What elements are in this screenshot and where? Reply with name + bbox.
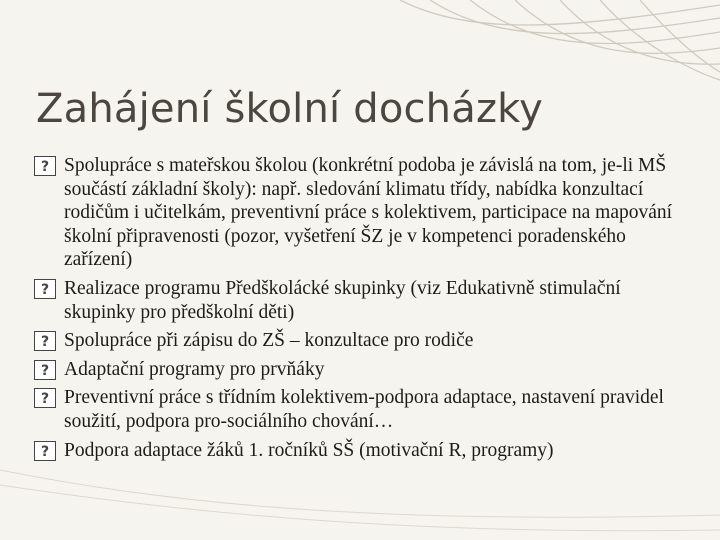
- bullet-item: [34, 358, 684, 382]
- bullet-text: Spolupráce s mateřskou školou (konkrétní podoba je závislá na tom, je-li MŠ součástí základní školy): např. sledování klimatu třídy, nabídka konzultací rodičům i učitelkám, preventivní práce s kolektivem, participace na mapování školní připravenosti (pozor, vyšetření ŠZ je v kompetenci poradenského zařízení): [64, 155, 673, 271]
- bullet-text: Podpora adaptace žáků 1. ročníků SŠ (motivační R, programy): [64, 439, 554, 461]
- missing-glyph-box-icon: [34, 156, 56, 176]
- bullet-item: [34, 439, 684, 463]
- missing-glyph-box-icon: [34, 279, 56, 299]
- bullet-text: Spolupráce při zápisu do ZŠ – konzultace pro rodiče: [64, 330, 474, 352]
- missing-glyph-box-icon: [34, 331, 56, 351]
- bullet-item: [34, 329, 684, 353]
- missing-glyph-box-icon: [34, 441, 56, 461]
- missing-glyph-box-icon: [34, 360, 56, 380]
- bullet-list: [34, 154, 684, 467]
- missing-glyph-box-icon: [34, 388, 56, 408]
- bullet-text: Adaptační programy pro prvňáky: [64, 358, 325, 380]
- bullet-item: [34, 154, 684, 272]
- bullet-item: [34, 277, 684, 324]
- bullet-text: Realizace programu Předškolácké skupinky (viz Edukativně stimulační skupinky pro předškolní děti): [64, 277, 621, 323]
- bullet-text: Preventivní práce s třídním kolektivem-podpora adaptace, nastavení pravidel soužití, podpora pro-sociálního chování…: [64, 387, 664, 432]
- slide-title: Zahájení školní docházky: [36, 86, 543, 132]
- bullet-item: [34, 386, 684, 433]
